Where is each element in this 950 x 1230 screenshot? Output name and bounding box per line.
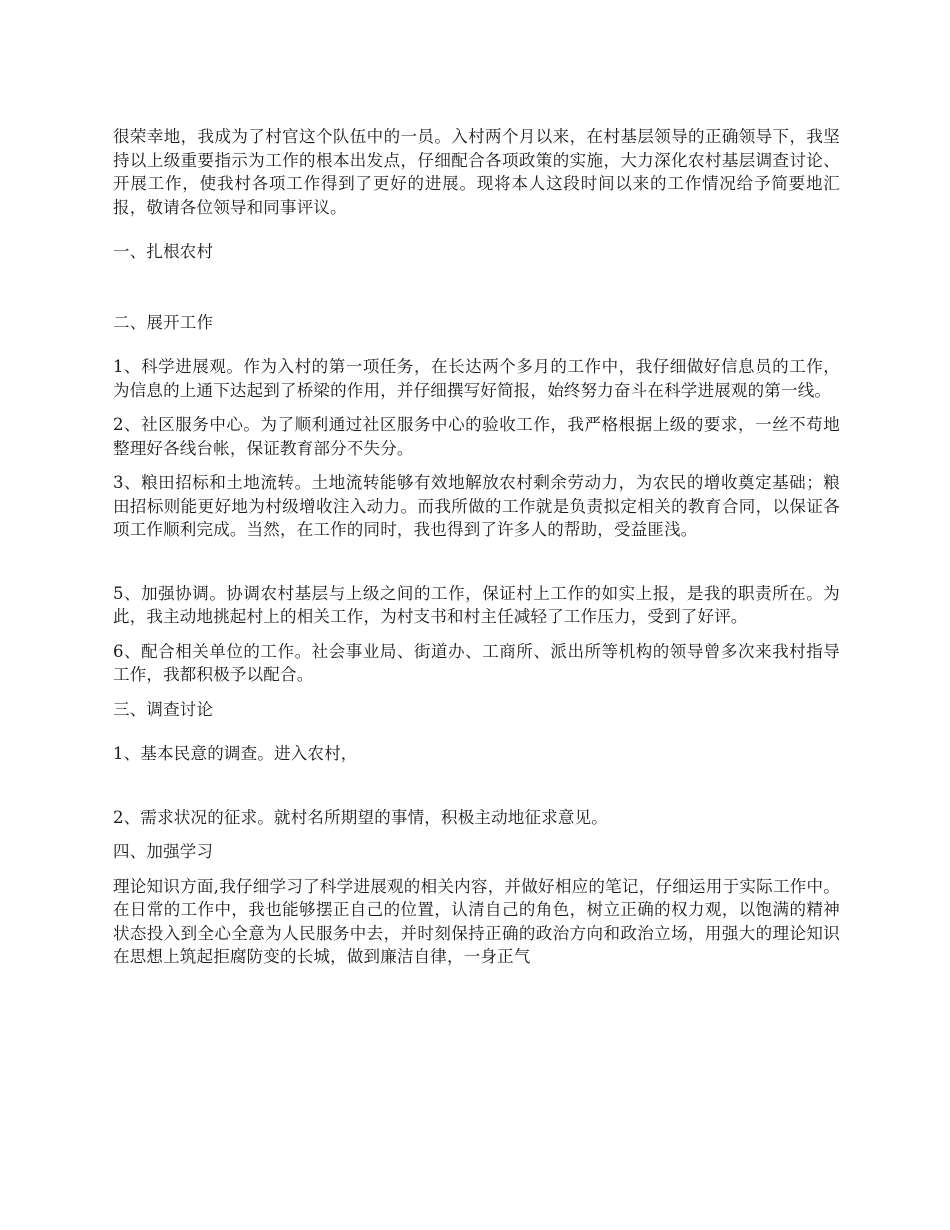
section-heading-1: 一、扎根农村	[113, 242, 214, 261]
section4-body: 理论知识方面,我仔细学习了科学进展观的相关内容，并做好相应的笔记，仔细运用于实际工作中。在日常的工作中，我也能够摆正自己的位置，认清自己的角色，树立正确的权力观，以饱满的精神状态投入到全心全意为人民服务中去，并时刻保持正确的政治方向和政治立场，用强大的理论知识在思想上筑起拒腐防变的长城，做到廉洁自律，一身正气	[113, 876, 840, 966]
section3-item-2: 2、需求状况的征求。就村名所期望的事情，积极主动地征求意见。	[113, 807, 608, 827]
section2-item-1: 1、科学进展观。作为入村的第一项任务，在长达两个多月的工作中，我仔细做好信息员的工作，为信息的上通下达起到了桥梁的作用，并仔细撰写好简报，始终努力奋斗在科学进展观的第一线。	[113, 357, 840, 400]
section2-item-6: 6、配合相关单位的工作。社会事业局、街道办、工商所、派出所等机构的领导曾多次来我村指导工作，我都积极予以配合。	[113, 641, 840, 684]
section-heading-4: 四、加强学习	[113, 842, 214, 861]
section2-item-5: 5、加强协调。协调农村基层与上级之间的工作，保证村上工作的如实上报，是我的职责所在。为此，我主动地挑起村上的相关工作，为村支书和村主任减轻了工作压力，受到了好评。	[113, 583, 840, 626]
document-page	[113, 125, 840, 969]
section3-item-1: 1、基本民意的调查。进入农村，	[113, 744, 358, 763]
section-heading-3: 三、调查讨论	[113, 699, 214, 719]
section2-item-2: 2、社区服务中心。为了顺利通过社区服务中心的验收工作，我严格根据上级的要求，一丝不苟地整理好各线台帐，保证教育部分不失分。	[113, 415, 840, 458]
section-heading-2: 二、展开工作	[113, 312, 214, 332]
section2-item-3: 3、粮田招标和土地流转。土地流转能够有效地解放农村剩余劳动力，为农民的增收奠定基础；粮田招标则能更好地为村级增收注入动力。而我所做的工作就是负责拟定相关的教育合同，以保证各项工作顺利完成。当然，在工作的同时，我也得到了许多人的帮助，受益匪浅。	[113, 473, 840, 539]
intro-paragraph: 很荣幸地，我成为了村官这个队伍中的一员。入村两个月以来，在村基层领导的正确领导下，我坚持以上级重要指示为工作的根本出发点，仔细配合各项政策的实施，大力深化农村基层调查讨论、开展工作，使我村各项工作得到了更好的进展。现将本人这段时间以来的工作情况给予简要地汇报，敬请各位领导和同事评议。	[113, 127, 840, 217]
